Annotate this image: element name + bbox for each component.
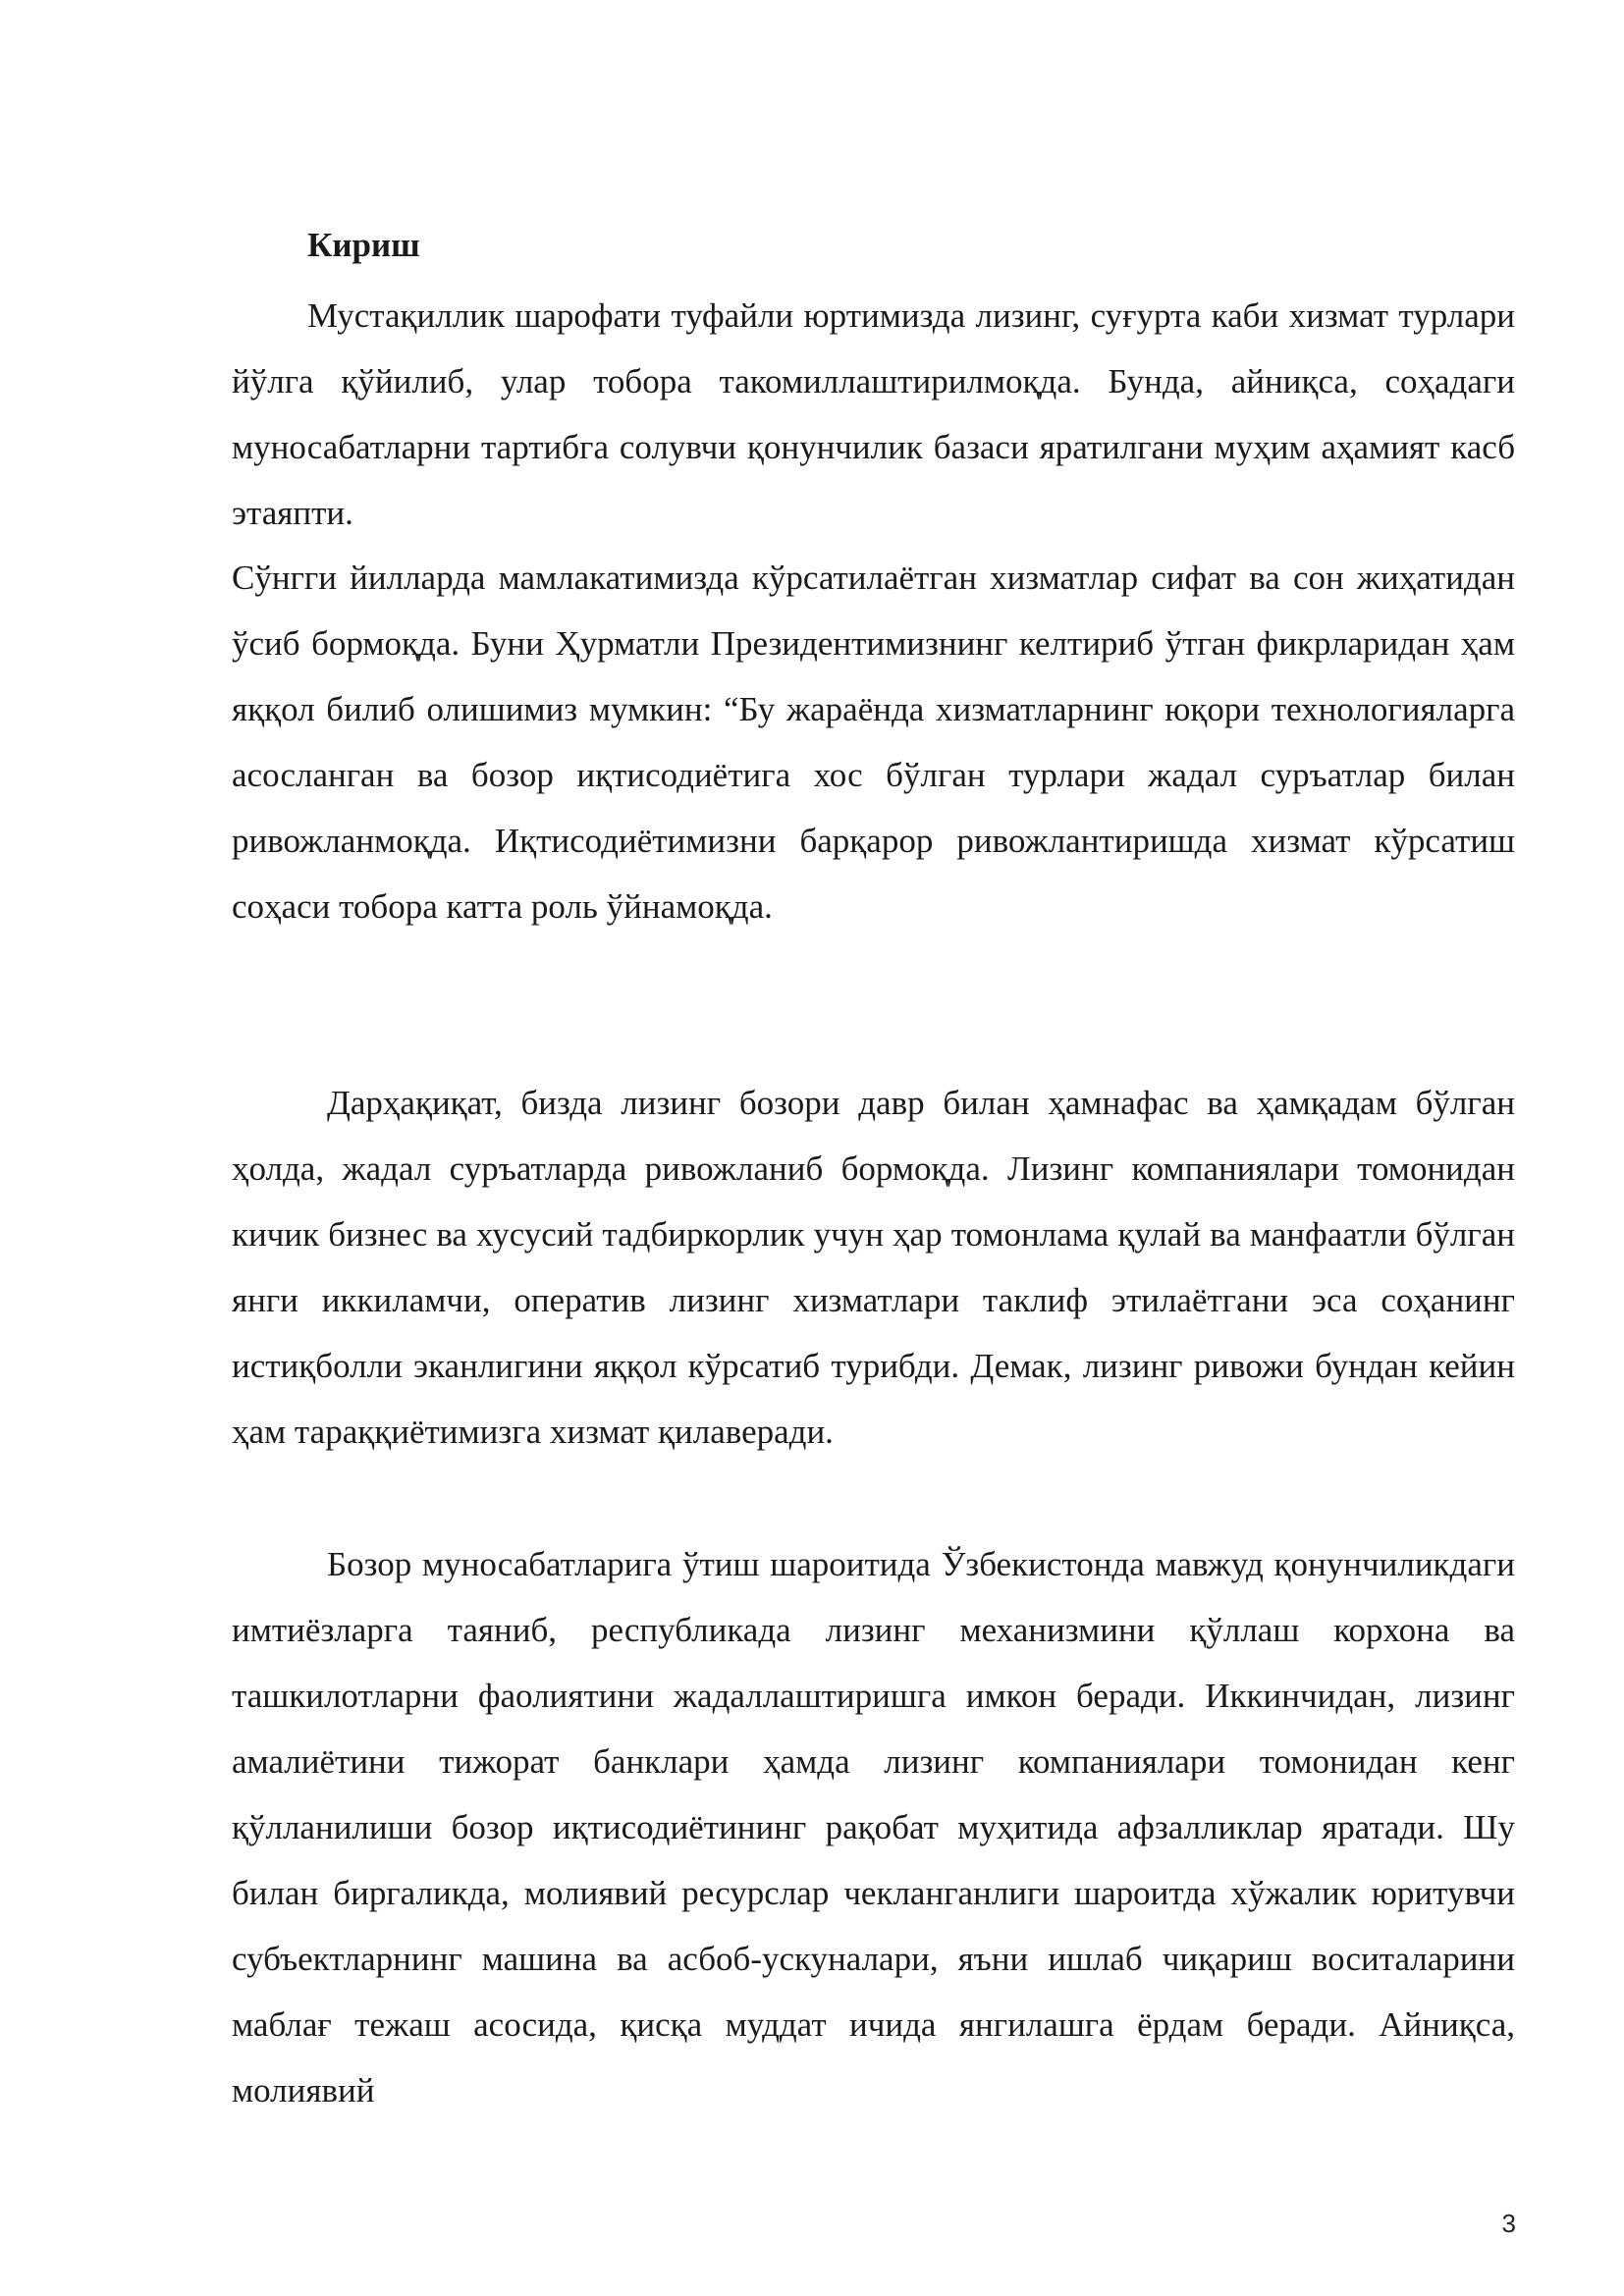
- paragraph-leasing-market: Дарҳақиқат, бизда лизинг бозори давр билан ҳамнафас ва ҳамқадам бўлган ҳолда, жадал суръатларда ривожланиб бормоқда. Лизинг компаниялари томонидан кичик бизнес ва хусусий тадбиркорлик учун ҳар томонлама қулай ва манфаатли бўлган янги иккиламчи, оператив лизинг хизматлари таклиф этилаётгани эса соҳанинг истиқболли эканлигини яққол кўрсатиб турибди. Демак, лизинг ривожи бундан кейин ҳам тараққиётимизга хизмат қилаверади.: [232, 1084, 1515, 1451]
- paragraph-services-growth: Сўнгги йилларда мамлакатимизда кўрсатилаётган хизматлар сифат ва сон жиҳатидан ўсиб бормоқда. Буни Ҳурматли Президентимизнинг келтириб ўтган фикрларидан ҳам яққол билиб олишимиз мумкин: “Бу жараёнда хизматларнинг юқори технологияларга асосланган ва бозор иқтисодиётига хос бўлган турлари жадал суръатлар билан ривожланмоқда. Иқтисодиётимизни барқарор ривожлантиришда хизмат кўрсатиш соҳаси тобора катта роль ўйнамоқда.: [232, 559, 1515, 926]
- page-number: 3: [1501, 2209, 1516, 2238]
- section-heading: Кириш: [307, 226, 420, 264]
- paragraph-market-transition: Бозор муносабатларига ўтиш шароитида Ўзбекистонда мавжуд қонунчиликдаги имтиёзларга таяниб, республикада лизинг механизмини қўллаш корхона ва ташкилотларни фаолиятини жадаллаштиришга имкон беради. Иккинчидан, лизинг амалиётини тижорат банклари ҳамда лизинг компаниялари томонидан кенг қўлланилиши бозор иқтисодиётининг рақобат муҳитида афзалликлар яратади. Шу билан биргаликда, молиявий ресурслар чекланганлиги шароитда хўжалик юритувчи субъектларнинг машина ва асбоб-ускуналари, яъни ишлаб чиқариш воситаларини маблағ тежаш асосида, қисқа муддат ичида янгилашга ёрдам беради. Айниқса, молиявий: [232, 1545, 1515, 2109]
- paragraph-intro: Мустақиллик шарофати туфайли юртимизда лизинг, суғурта каби хизмат турлари йўлга қўйилиб, улар тобора такомиллаштирилмоқда. Бунда, айниқса, соҳадаги муносабатларни тартибга солувчи қонунчилик базаси яратилгани муҳим аҳамият касб этаяпти.: [232, 296, 1515, 532]
